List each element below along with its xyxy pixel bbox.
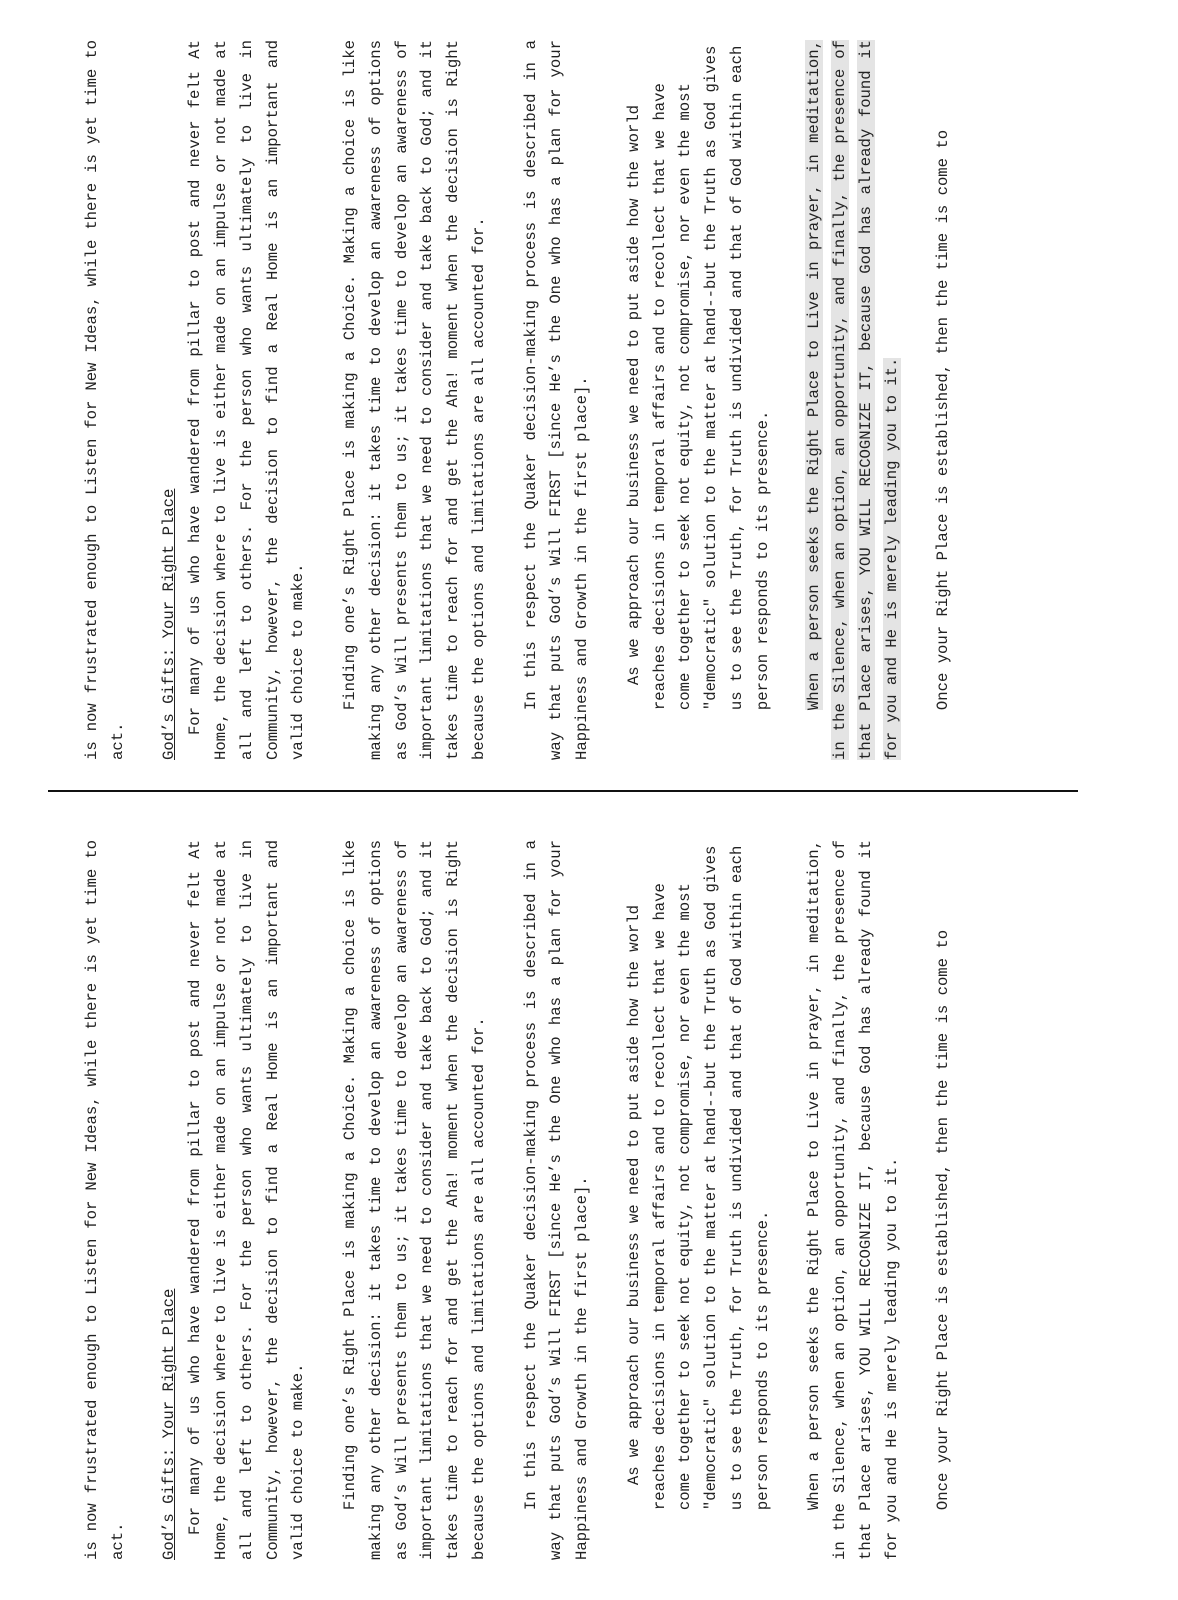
quote-text: As we approach our business we need to put aside how the world reaches decisions in temporal affairs and to recollect that we have come together to seek not equity, not compromise, nor even the most "democratic" solution to the matter at hand--but the Truth as God gives us to see the Truth, for Truth is undivided and that of God within each person responds to its presence. bbox=[624, 45, 772, 711]
quote-text: As we approach our business we need to put aside how the world reaches decisions in temporal affairs and to recollect that we have come together to seek not equity, not compromise, nor even the most "democratic" solution to the matter at hand--but the Truth as God gives us to see the Truth, for Truth is undivided and that of God within each person responds to its presence. bbox=[624, 845, 772, 1511]
panel-divider bbox=[48, 790, 1078, 792]
paragraph-2: Finding one’s Right Place is making a Choice. Making a choice is like making any other decision: it takes time to develop an awareness of options as God’s Will presents them to us; it takes time to develop an awareness of important limitations that we need to consider and take back to God; and it takes time to reach for and get the Aha! moment when the decision is Right because the options and limitations are all accounted for. bbox=[340, 40, 488, 760]
section-heading: God’s Gifts: Your Right Place bbox=[160, 488, 179, 760]
paragraph-6: Once your Right Place is established, then the time is come to bbox=[934, 929, 953, 1511]
quote-block bbox=[622, 840, 777, 1560]
quote-block bbox=[622, 40, 777, 760]
paragraph-1: For many of us who have wandered from pillar to post and never felt At Home, the decision where to live is either made on an impulse or not made at all and left to others. For the person who wants ultimately to live in Community, however, the decision to find a Real Home is an important and valid choice to make. bbox=[186, 40, 308, 760]
document-page bbox=[0, 800, 977, 1590]
document-page bbox=[0, 0, 977, 790]
section-heading: God’s Gifts: Your Right Place bbox=[160, 1288, 179, 1560]
rotated-page-top bbox=[0, 0, 1178, 790]
intro-paragraph: is now frustrated enough to Listen for New Ideas, while there is yet time to act. bbox=[83, 40, 127, 760]
page-panel-top bbox=[0, 0, 1178, 790]
highlighted-text: When a person seeks the Right Place to Live in prayer, in meditation, in the Silence, when an option, an opportunity, and finally, the presence of that Place arises, YOU WILL RECOGNIZE IT, because God has already found it for you and He is merely leading you to it. bbox=[805, 40, 901, 760]
paragraph-1: For many of us who have wandered from pillar to post and never felt At Home, the decision where to live is either made on an impulse or not made at all and left to others. For the person who wants ultimately to live in Community, however, the decision to find a Real Home is an important and valid choice to make. bbox=[186, 840, 308, 1560]
page-panel-bottom bbox=[0, 800, 1178, 1590]
paragraph-2: Finding one’s Right Place is making a Choice. Making a choice is like making any other decision: it takes time to develop an awareness of options as God’s Will presents them to us; it takes time to develop an awareness of important limitations that we need to consider and take back to God; and it takes time to reach for and get the Aha! moment when the decision is Right because the options and limitations are all accounted for. bbox=[340, 840, 488, 1560]
paragraph-5: When a person seeks the Right Place to Live in prayer, in meditation, in the Silence, when an option, an opportunity, and finally, the presence of that Place arises, YOU WILL RECOGNIZE IT, because God has already found it for you and He is merely leading you to it. bbox=[805, 840, 901, 1560]
paragraph-3: In this respect the Quaker decision-making process is described in a way that puts God’s Will FIRST [since He’s the One who has a plan for your Happiness and Growth in the first place]. bbox=[521, 40, 592, 760]
paragraph-3: In this respect the Quaker decision-making process is described in a way that puts God’s Will FIRST [since He’s the One who has a plan for your Happiness and Growth in the first place]. bbox=[521, 840, 592, 1560]
paragraph-5 bbox=[802, 40, 905, 760]
intro-paragraph: is now frustrated enough to Listen for New Ideas, while there is yet time to act. bbox=[83, 840, 127, 1560]
paragraph-6: Once your Right Place is established, then the time is come to bbox=[934, 129, 953, 711]
rotated-page-bottom bbox=[0, 800, 1178, 1590]
